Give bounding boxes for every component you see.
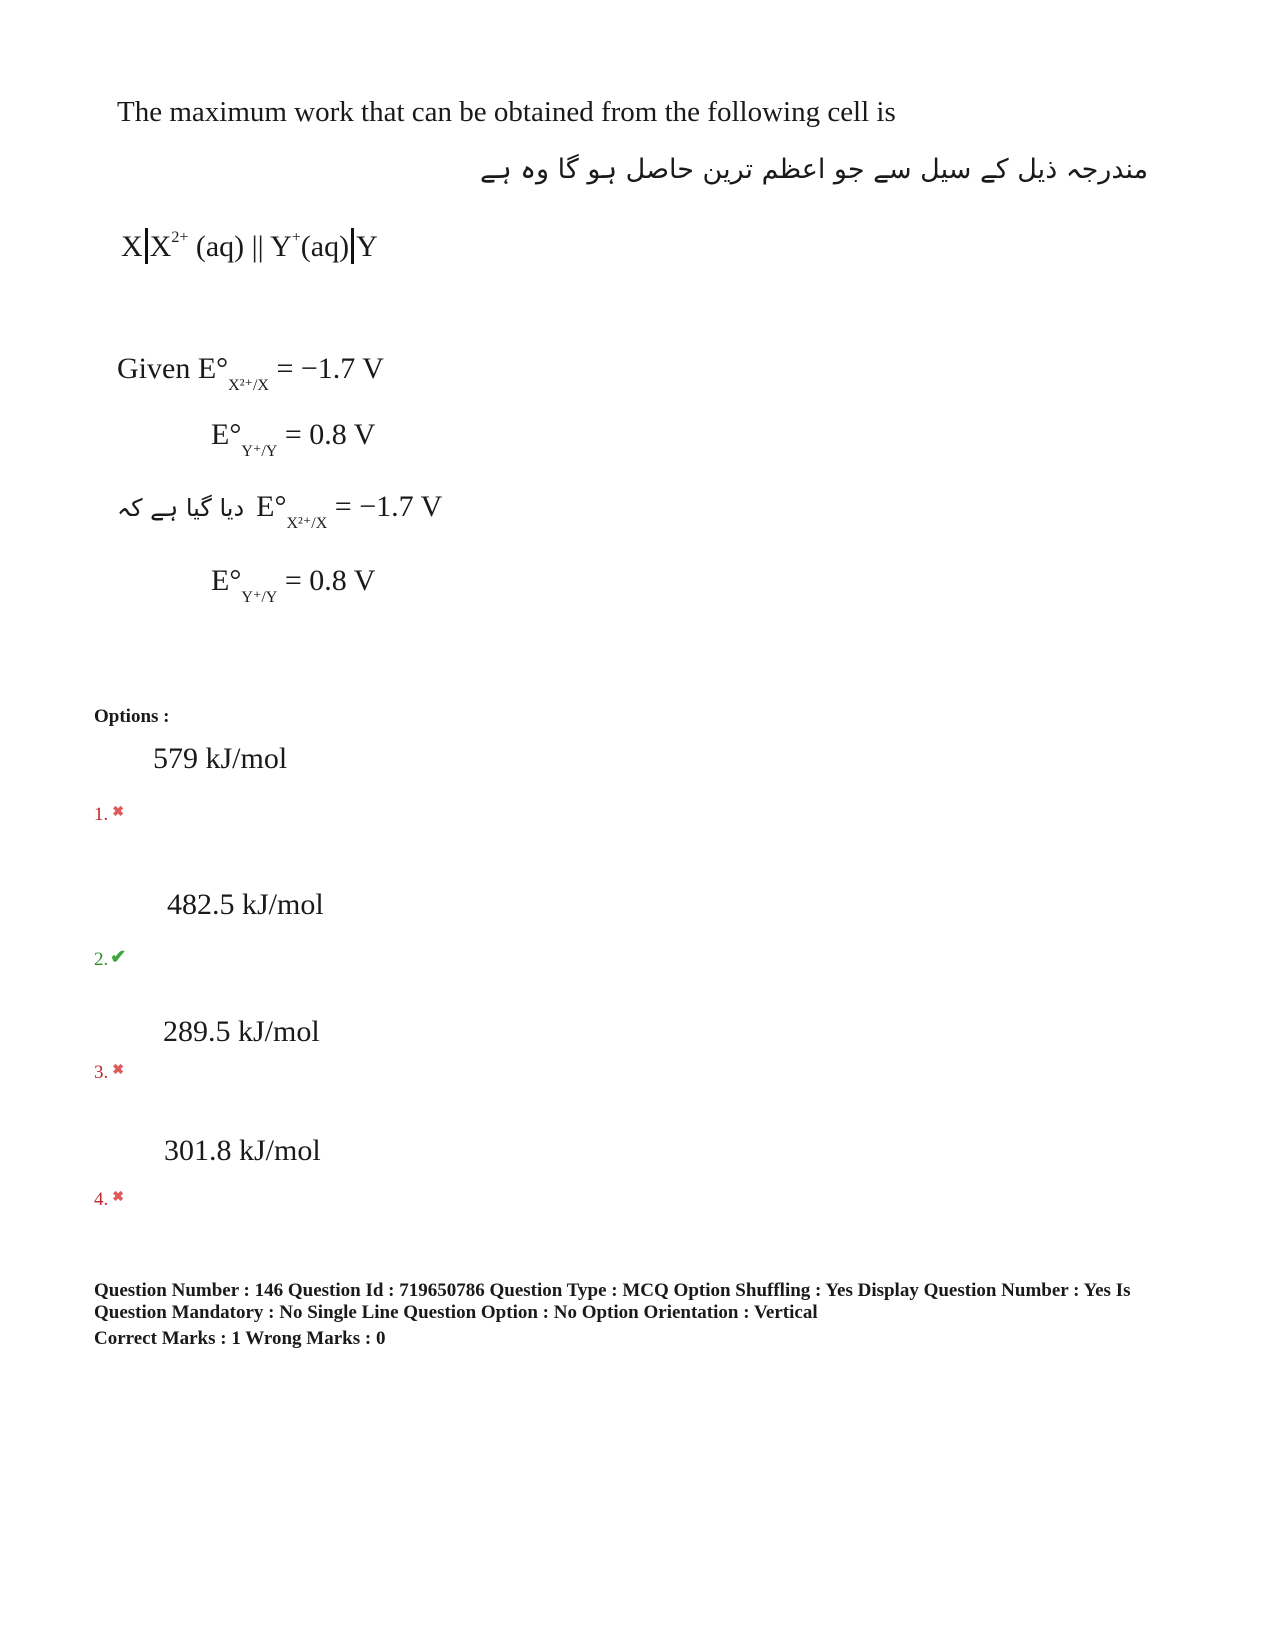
e-symbol: E° (256, 490, 287, 523)
given-potential-x-urdu (117, 490, 442, 533)
option-2-text: 482.5 kJ/mol (167, 888, 324, 921)
pair-x-value: = −1.7 V (276, 352, 384, 385)
option-3-marker (94, 1062, 124, 1084)
cell-ion-x-charge: 2+ (171, 229, 189, 246)
option-1-number: 1. (94, 804, 109, 825)
question-text-english: The maximum work that can be obtained from the following cell is (117, 96, 896, 128)
check-icon: ✔ (110, 947, 127, 968)
cell-ion-x: X (149, 230, 172, 263)
pair-x-label: X²⁺/X (228, 377, 269, 394)
pair-y-value: = 0.8 V (284, 418, 376, 451)
cell-aq-salt-bridge: (aq) || (195, 230, 271, 263)
cross-icon: ✖ (112, 1190, 124, 1205)
e-symbol: E° (211, 418, 242, 451)
metadata-line-2: Correct Marks : 1 Wrong Marks : 0 (94, 1328, 386, 1349)
option-1-marker (94, 804, 124, 826)
phase-boundary (145, 228, 148, 264)
cell-cathode: Y (356, 230, 378, 263)
phase-boundary (351, 228, 354, 264)
cell-notation (121, 228, 378, 264)
cell-ion-y-charge: + (291, 229, 301, 246)
option-4-number: 4. (94, 1189, 109, 1210)
option-3-number: 3. (94, 1062, 109, 1083)
option-1-text: 579 kJ/mol (153, 742, 288, 775)
option-4-text: 301.8 kJ/mol (164, 1134, 321, 1167)
e-symbol: E° (197, 352, 229, 385)
given-potential-y-urdu (211, 564, 375, 607)
metadata-line-1: Question Number : 146 Question Id : 719650786 Question Type : MCQ Option Shuffling : Yes Display Question Number : Yes Is Question Mandatory : No Single Line Question Option : No Option Orientation : Vertical (94, 1280, 1131, 1323)
cell-aq-right: (aq) (300, 230, 350, 263)
given-potential-x (117, 352, 384, 395)
options-label: Options : (94, 706, 170, 727)
given-label-urdu: دیا گیا ہے کہ (117, 494, 245, 522)
pair-y-label: Y⁺/Y (241, 589, 278, 606)
option-2-number: 2. (94, 949, 109, 970)
pair-x-label: X²⁺/X (286, 515, 328, 532)
pair-y-label: Y⁺/Y (241, 443, 278, 460)
cell-ion-y: Y (270, 230, 292, 263)
option-2-marker (94, 946, 126, 971)
cross-icon: ✖ (112, 805, 124, 820)
option-4-marker (94, 1189, 124, 1211)
question-metadata (94, 1280, 1174, 1350)
given-label: Given (117, 352, 191, 385)
cross-icon: ✖ (112, 1063, 124, 1078)
e-symbol: E° (211, 564, 242, 597)
option-3-text: 289.5 kJ/mol (163, 1015, 320, 1048)
cell-anode: X (121, 230, 143, 263)
pair-y-value: = 0.8 V (284, 564, 376, 597)
given-potential-y (211, 418, 375, 461)
pair-x-value: = −1.7 V (334, 490, 443, 523)
question-text-urdu: مندرجہ ذیل کے سیل سے جو اعظم ترین حاصل ہو گا وہ ہے (480, 154, 1149, 185)
